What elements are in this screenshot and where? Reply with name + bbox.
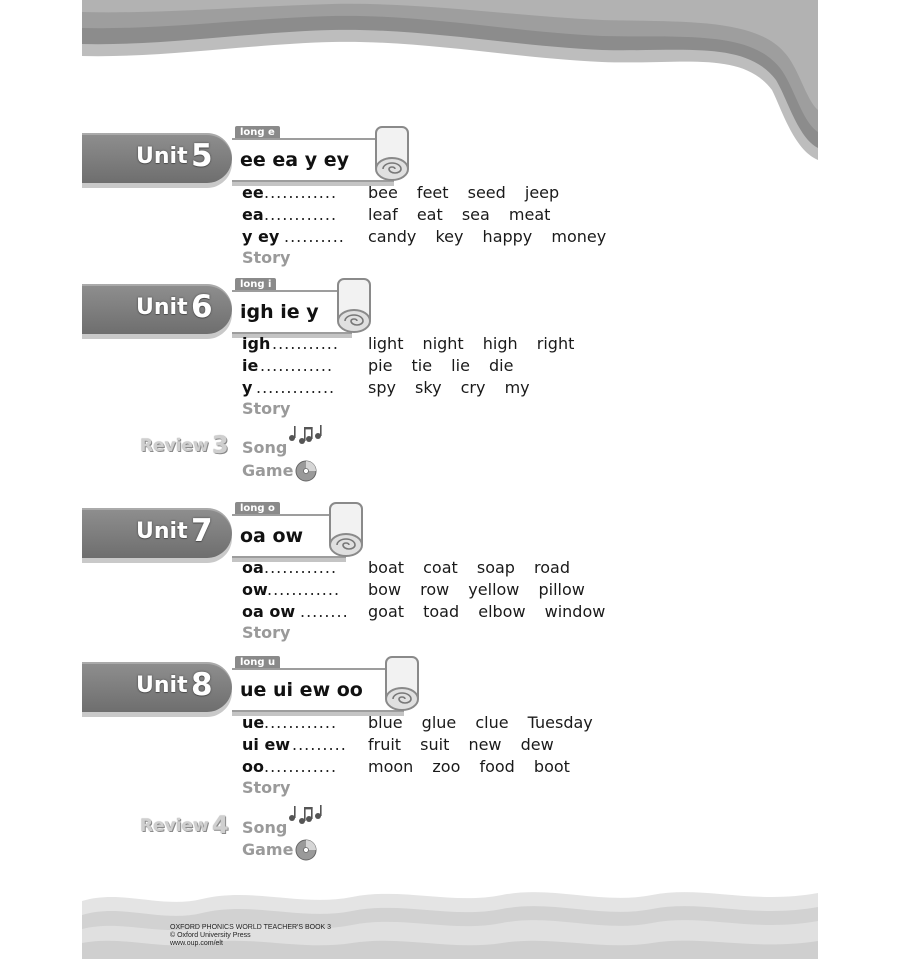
row-dots: ........ (300, 602, 349, 621)
music-notes-icon (287, 422, 323, 446)
song-label: Song (242, 818, 288, 837)
scroll-roll-icon (326, 501, 366, 559)
scroll-roll-icon (372, 125, 412, 183)
sound-tag: long u (235, 656, 280, 670)
footer-copyright: © Oxford University Press (170, 932, 251, 939)
review-number: 4 (212, 811, 229, 839)
story-label: Story (242, 399, 291, 418)
unit-title: igh ie y (240, 301, 319, 323)
cd-disc-icon (295, 460, 317, 482)
row-words: moon zoo food boot (368, 757, 570, 776)
row-words: boat coat soap road (368, 558, 571, 577)
row-key: ui ew (242, 735, 291, 754)
title-scroll (232, 668, 404, 712)
story-label: Story (242, 778, 291, 797)
row-key: ea (242, 205, 264, 224)
row-dots: ........... (272, 334, 339, 353)
row-dots: .......... (284, 227, 345, 246)
row-dots: ............ (260, 356, 334, 375)
row-words: bee feet seed jeep (368, 183, 560, 202)
row-words: blue glue clue Tuesday (368, 713, 593, 732)
row-words: candy key happy money (368, 227, 607, 246)
unit-number: 7 (191, 513, 213, 549)
row-words: light night high right (368, 334, 575, 353)
unit-banner (82, 662, 232, 712)
row-dots: ............ (267, 580, 341, 599)
row-words: spy sky cry my (368, 378, 530, 397)
row-words: goat toad elbow window (368, 602, 606, 621)
row-words: fruit suit new dew (368, 735, 554, 754)
unit-number: 6 (191, 289, 213, 325)
review-label: Review (140, 816, 209, 836)
review-label: Review (140, 436, 209, 456)
game-label: Game (242, 461, 294, 480)
unit-banner (82, 133, 232, 183)
row-dots: ............ (264, 558, 338, 577)
unit-label: Unit (136, 295, 188, 320)
sound-tag: long e (235, 126, 280, 140)
row-key: ue (242, 713, 265, 732)
row-dots: ............. (256, 378, 336, 397)
sound-tag: long i (235, 278, 276, 292)
story-label: Story (242, 623, 291, 642)
bottom-wave-decoration (82, 879, 818, 959)
unit-number: 8 (191, 667, 213, 703)
row-dots: ......... (292, 735, 347, 754)
scroll-roll-icon (334, 277, 374, 335)
review-number: 3 (212, 431, 229, 459)
row-key: oa ow (242, 602, 296, 621)
row-key: oa (242, 558, 264, 577)
unit-label: Unit (136, 519, 188, 544)
unit-number: 5 (191, 138, 213, 174)
row-dots: ............ (264, 183, 338, 202)
row-key: ow (242, 580, 268, 599)
footer-book-title: OXFORD PHONICS WORLD TEACHER'S BOOK 3 (170, 924, 332, 931)
unit-title: ue ui ew oo (240, 679, 363, 701)
row-key: y ey (242, 227, 280, 246)
unit-label: Unit (136, 673, 188, 698)
page (82, 0, 818, 959)
row-dots: ............ (264, 713, 338, 732)
row-key: ie (242, 356, 259, 375)
row-dots: ............ (264, 757, 338, 776)
music-notes-icon (287, 802, 323, 826)
row-words: pie tie lie die (368, 356, 514, 375)
scroll-roll-icon (382, 655, 422, 713)
row-key: igh (242, 334, 271, 353)
row-key: ee (242, 183, 264, 202)
title-scroll (232, 138, 394, 182)
row-dots: ............ (264, 205, 338, 224)
row-key: y (242, 378, 253, 397)
unit-title: oa ow (240, 525, 304, 547)
song-label: Song (242, 438, 288, 457)
story-label: Story (242, 248, 291, 267)
unit-banner (82, 508, 232, 558)
row-key: oo (242, 757, 264, 776)
unit-label: Unit (136, 144, 188, 169)
cd-disc-icon (295, 839, 317, 861)
game-label: Game (242, 840, 294, 859)
unit-banner (82, 284, 232, 334)
row-words: bow row yellow pillow (368, 580, 585, 599)
unit-title: ee ea y ey (240, 149, 349, 171)
footer-website: www.oup.com/elt (170, 940, 223, 947)
sound-tag: long o (235, 502, 280, 516)
row-words: leaf eat sea meat (368, 205, 551, 224)
